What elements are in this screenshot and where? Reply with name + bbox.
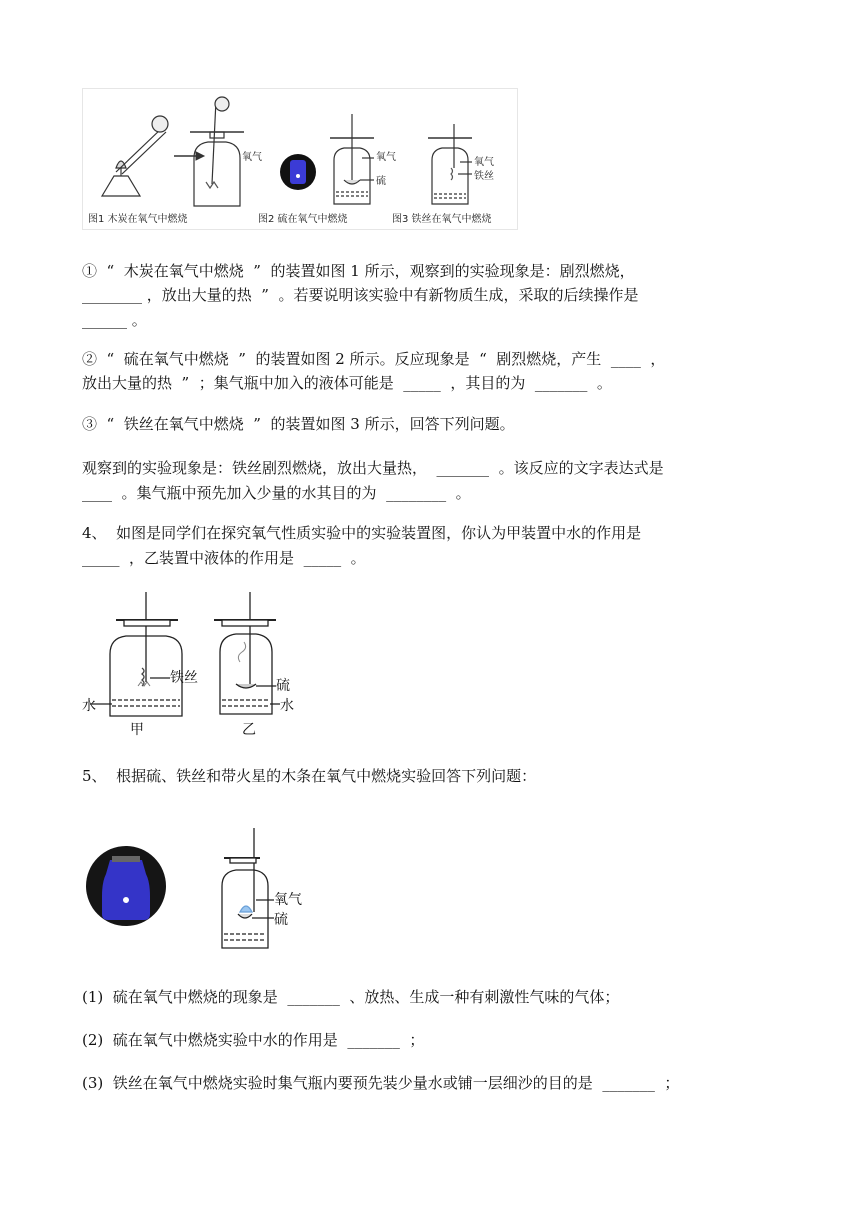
q2-line1: ② “ 硫在氧气中燃烧 ” 的装置如图 2 所示。反应现象是 “ 剧烈燃烧，产生 ____ ， — [82, 350, 666, 368]
fig2-caption: 图2 硫在氧气中燃烧 — [258, 214, 348, 225]
fig1-label-oxygen: 氧气 — [242, 152, 262, 163]
q5-sub3: (3) 铁丝在氧气中燃烧实验时集气瓶内要预先装少量水或铺一层细沙的目的是 _______ ； — [82, 1074, 680, 1092]
fig1-caption: 图1 木炭在氧气中燃烧 — [88, 214, 188, 225]
q4-line2: _____ ，乙装置中液体的作用是 _____ 。 — [82, 549, 366, 567]
q5-sub2: (2) 硫在氧气中燃烧实验中水的作用是 _______ ； — [82, 1031, 425, 1049]
q1-line3: ______ 。 — [82, 311, 147, 329]
gas-bottle-icon — [222, 828, 274, 948]
q5-sub1: (1) 硫在氧气中燃烧的现象是 _______ 、放热、生成一种有刺激性气味的气体； — [82, 988, 620, 1006]
q3-line2: 观察到的实验现象是：铁丝剧烈燃烧，放出大量热， _______ 。该反应的文字表达式是 — [82, 459, 664, 477]
fig3-caption: 图3 铁丝在氧气中燃烧 — [392, 214, 492, 225]
figure-q5 — [84, 826, 314, 956]
q5-label-oxygen: 氧气 — [274, 892, 302, 908]
q5-label-sulfur: 硫 — [274, 912, 288, 928]
fig3-label-iron: 铁丝 — [474, 171, 494, 182]
sulfur-flame-photo — [86, 846, 166, 926]
q1-line1: ① “ 木炭在氧气中燃烧 ” 的装置如图 1 所示，观察到的实验现象是：剧烈燃烧， — [82, 262, 635, 280]
figure-jia-yi — [80, 590, 310, 740]
sulfur-flame-photo — [280, 154, 316, 190]
yi-label-sulfur: 硫 — [276, 678, 290, 694]
gas-bottle-icon — [90, 592, 182, 716]
fig2-label-oxygen: 氧气 — [376, 152, 396, 163]
q5-line1: 5、 根据硫、铁丝和带火星的木条在氧气中燃烧实验回答下列问题： — [82, 767, 537, 785]
q2-line2: 放出大量的热 ” ；集气瓶中加入的液体可能是 _____ ，其目的为 _______ 。 — [82, 374, 612, 392]
q4-line1: 4、 如图是同学们在探究氧气性质实验中的实验装置图，你认为甲装置中水的作用是 — [82, 524, 642, 542]
fig2-label-sulfur: 硫 — [376, 176, 386, 187]
figure-oxygen-experiments — [82, 88, 518, 230]
q1-line2: ________ ，放出大量的热 ” 。若要说明该实验中有新物质生成，采取的后续操作是 — [82, 286, 639, 304]
yi-caption: 乙 — [242, 722, 256, 738]
yi-label-water: 水 — [280, 698, 294, 714]
fig3-label-oxygen: 氧气 — [474, 157, 494, 168]
q3-line1: ③ “ 铁丝在氧气中燃烧 ” 的装置如图 3 所示，回答下列问题。 — [82, 415, 515, 433]
q3-line3: ____ 。集气瓶中预先加入少量的水其目的为 ________ 。 — [82, 484, 471, 502]
jia-caption: 甲 — [130, 722, 144, 738]
jia-label-iron: 铁丝 — [170, 670, 198, 686]
jia-label-water: 水 — [82, 698, 96, 714]
gas-bottle-icon — [214, 592, 280, 714]
